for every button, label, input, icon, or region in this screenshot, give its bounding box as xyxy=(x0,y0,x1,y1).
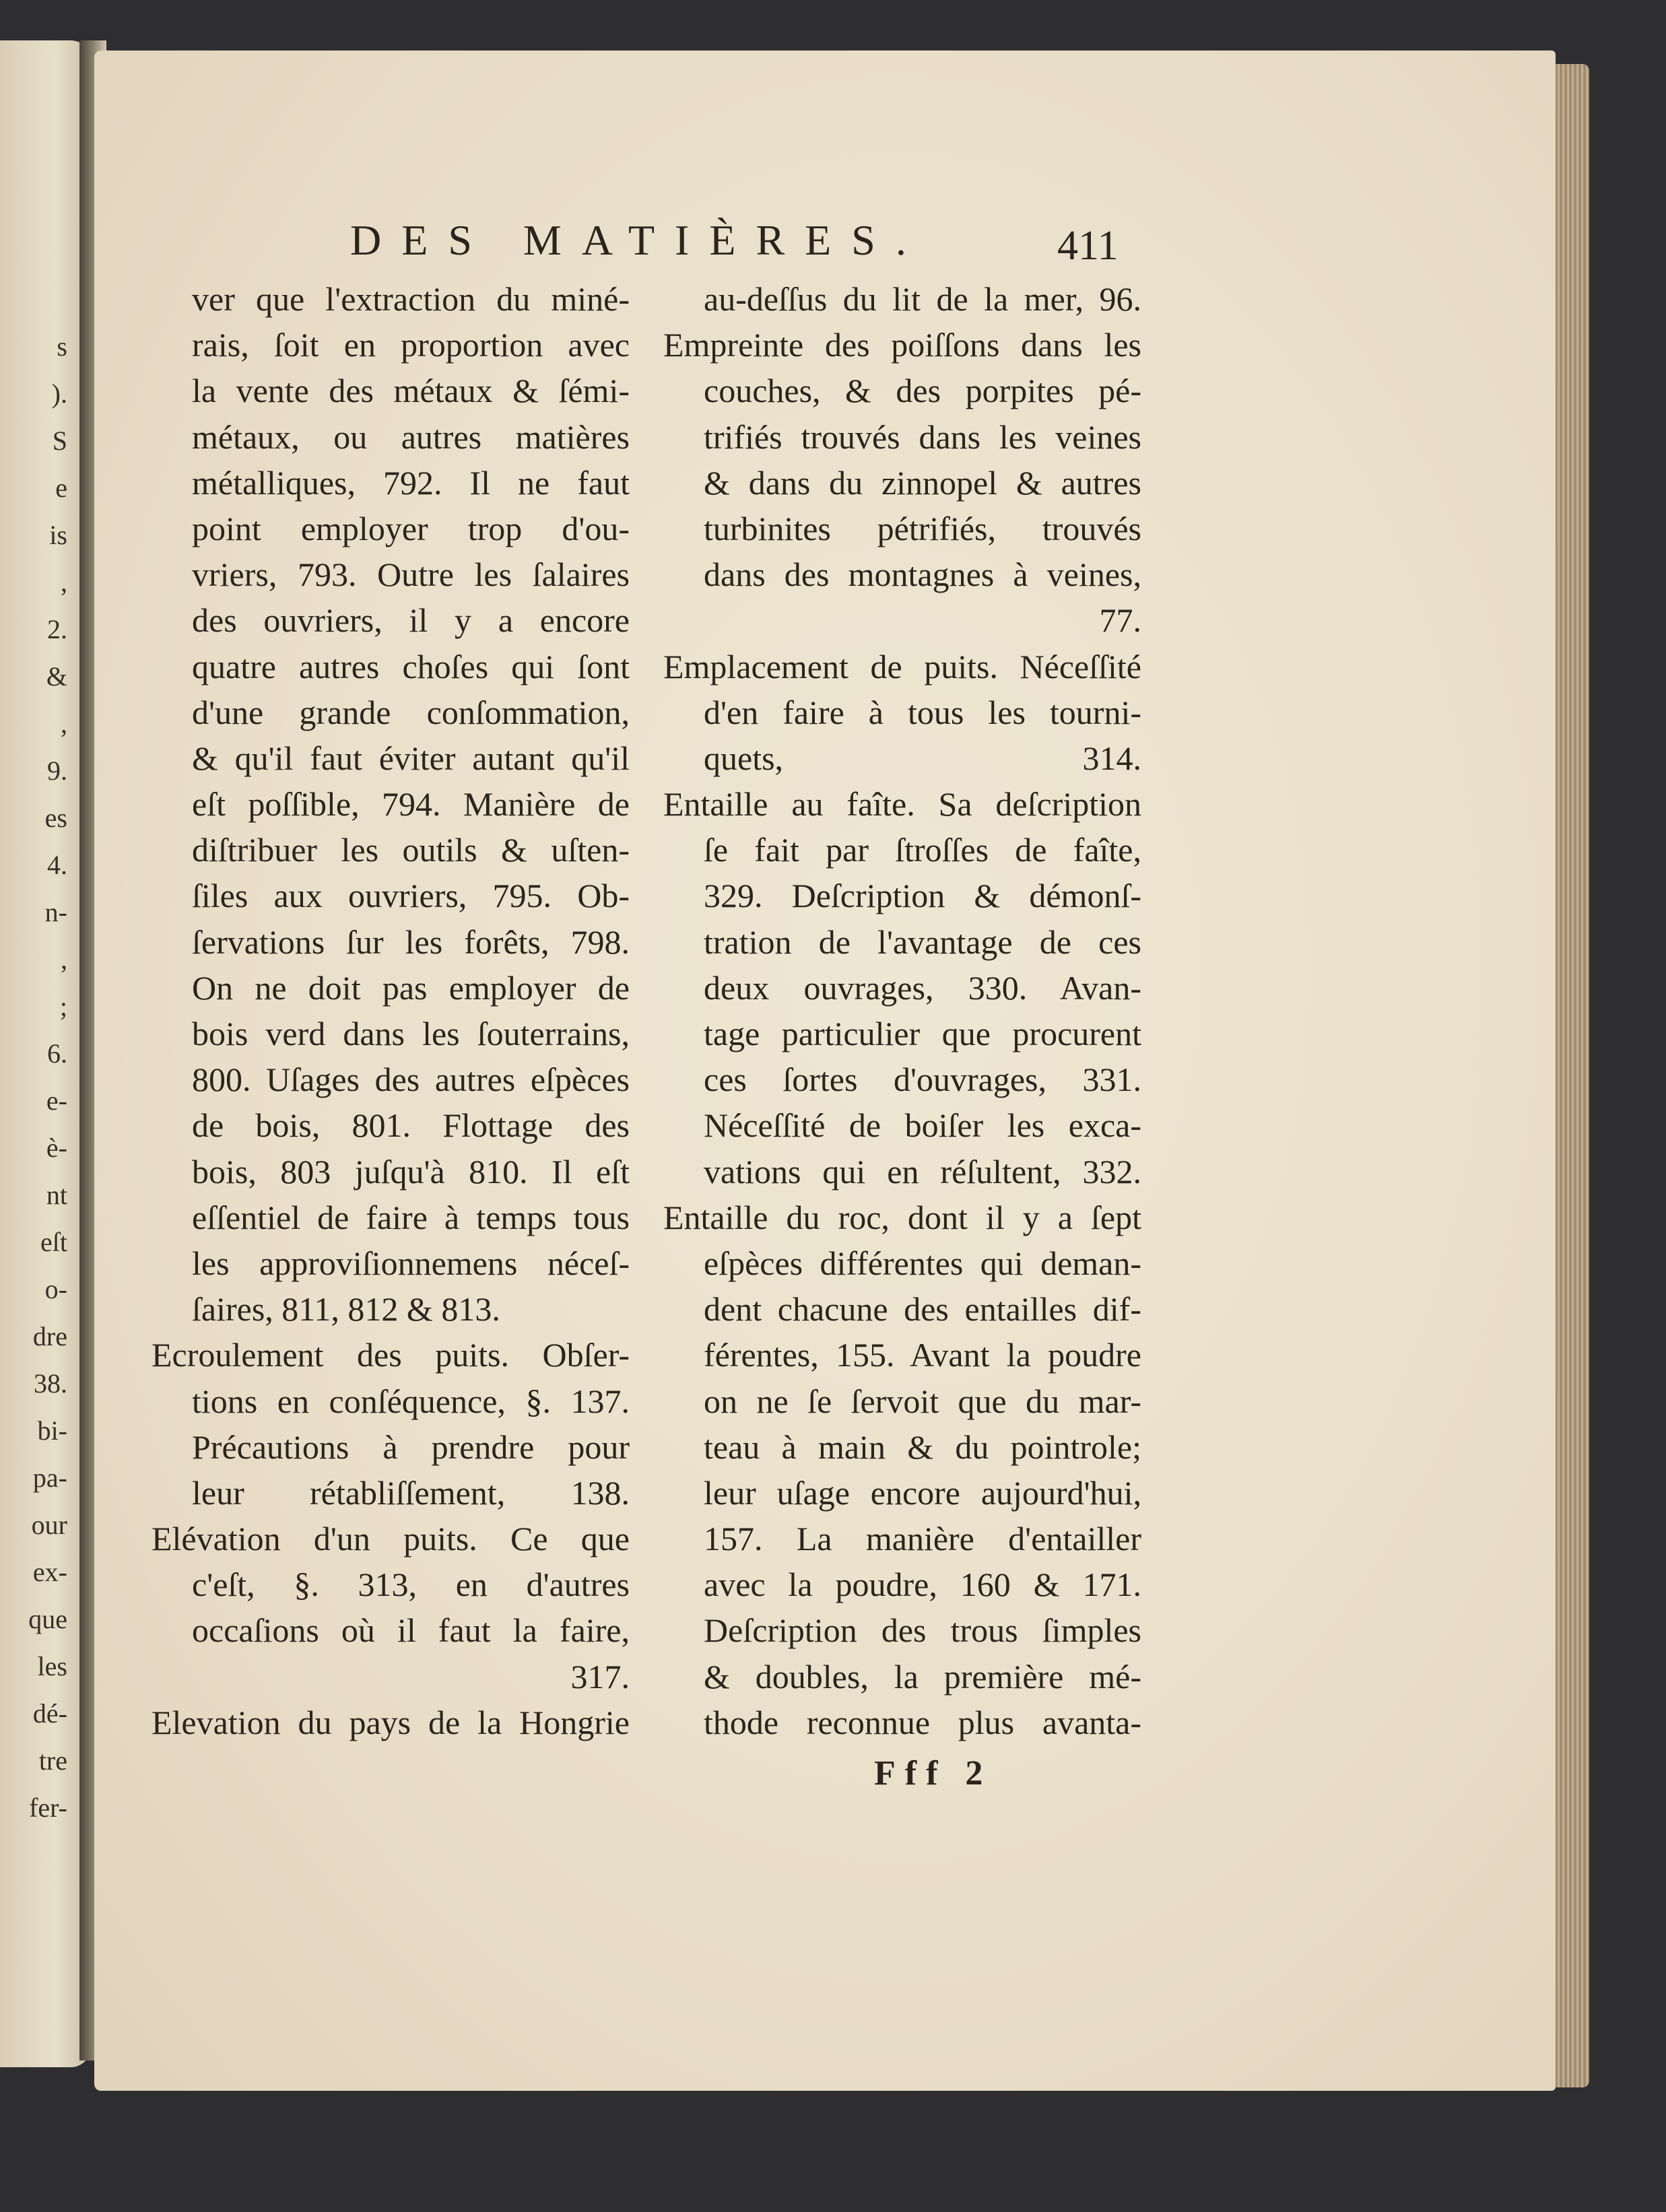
index-line: métalliques, 792. Il ne faut xyxy=(192,463,630,502)
index-line: métaux, ou autres matières xyxy=(192,417,630,456)
index-line: avec la poudre, 160 & 171. xyxy=(704,1566,1141,1604)
index-line: deux ouvrages, 330. Avan- xyxy=(704,968,1141,1007)
index-line: ver que l'extraction du miné- xyxy=(192,280,630,318)
margin-fragment: 4. xyxy=(47,850,67,880)
index-line: Ecroulement des puits. Obſer- xyxy=(152,1336,630,1374)
margin-fragment: & xyxy=(46,661,67,692)
index-line: turbinites pétrifiés, trouvés xyxy=(704,509,1141,547)
index-line: ſervations ſur les forêts, 798. xyxy=(192,923,630,961)
margin-fragment: dre xyxy=(32,1321,67,1351)
index-line: dans des montagnes à veines, xyxy=(704,556,1141,594)
index-line: teau à main & du pointrole; xyxy=(704,1428,1141,1466)
index-line: thode reconnue plus avanta- xyxy=(704,1703,1141,1741)
index-line: bois verd dans les ſouterrains, xyxy=(192,1015,630,1052)
index-line: ſaires, 811, 812 & 813. xyxy=(192,1290,500,1329)
signature-mark: Fff 2 xyxy=(874,1754,993,1792)
index-line: Entaille du roc, dont il y a ſept xyxy=(663,1198,1141,1236)
index-line: Elevation du pays de la Hongrie xyxy=(152,1703,630,1741)
index-line: les approviſionnemens néceſ- xyxy=(192,1244,630,1282)
margin-fragment: eſt xyxy=(40,1227,67,1257)
index-line: férentes, 155. Avant la poudre xyxy=(704,1336,1141,1374)
page-number: 411 xyxy=(1057,223,1119,269)
previous-page-edge xyxy=(0,40,91,2067)
margin-fragment: dé- xyxy=(32,1698,67,1729)
index-line: d'en faire à tous les tourni- xyxy=(704,693,1141,731)
index-line: & qu'il faut éviter autant qu'il xyxy=(192,739,630,777)
running-head: DES MATIÈRES. xyxy=(350,216,927,264)
index-line: tration de l'avantage de ces xyxy=(704,923,1141,961)
index-line: d'une grande conſommation, xyxy=(192,693,630,731)
index-line: quets, 314. xyxy=(704,739,1141,777)
index-line: Précautions à prendre pour xyxy=(192,1428,630,1466)
margin-fragment: is xyxy=(49,520,67,550)
index-line: & dans du zinnopel & autres xyxy=(704,463,1141,502)
index-line: 329. Deſcription & démonſ- xyxy=(704,877,1141,915)
margin-fragment: o- xyxy=(44,1274,67,1304)
margin-fragment: S xyxy=(52,426,67,456)
margin-fragment: e- xyxy=(46,1085,67,1116)
index-line: des ouvriers, il y a encore xyxy=(192,601,630,640)
index-line: couches, & des porpites pé- xyxy=(704,372,1141,410)
margin-fragment: les xyxy=(37,1651,67,1681)
index-line: ſiles aux ouvriers, 795. Ob- xyxy=(192,877,630,915)
margin-fragment: 2. xyxy=(47,614,67,644)
index-line: 77. xyxy=(1099,601,1141,640)
margin-fragment: 6. xyxy=(47,1038,67,1069)
margin-fragment: nt xyxy=(46,1180,67,1210)
margin-fragment: es xyxy=(44,803,67,833)
margin-fragment: ). xyxy=(51,378,67,409)
index-line: Emplacement de puits. Néceſſité xyxy=(663,647,1141,685)
margin-fragment: n- xyxy=(44,897,67,927)
margin-fragment: s xyxy=(57,331,67,362)
index-column-right xyxy=(663,276,1141,1745)
index-line: on ne ſe ſervoit que du mar- xyxy=(704,1382,1141,1420)
index-line: c'eſt, §. 313, en d'autres xyxy=(192,1566,630,1604)
index-line: tions en conſéquence, §. 137. xyxy=(192,1382,630,1420)
margin-fragment: è- xyxy=(46,1133,67,1163)
index-line: bois, 803 juſqu'à 810. Il eſt xyxy=(192,1152,630,1191)
index-line: Néceſſité de boiſer les exca- xyxy=(704,1106,1141,1145)
index-line: & doubles, la première mé- xyxy=(704,1657,1141,1696)
margin-fragment: ; xyxy=(59,991,67,1021)
index-line: Entaille au faîte. Sa deſcription xyxy=(663,785,1141,824)
index-line: ſe fait par ſtroſſes de faîte, xyxy=(704,831,1141,869)
margin-fragment: 38. xyxy=(34,1368,67,1399)
index-line: vations qui en réſultent, 332. xyxy=(704,1152,1141,1191)
index-line: eſt poſſible, 794. Manière de xyxy=(192,785,630,824)
margin-fragment: , xyxy=(61,708,67,739)
index-line: occaſions où il faut la faire, xyxy=(192,1611,630,1650)
index-line: leur rétabliſſement, 138. xyxy=(192,1473,630,1512)
index-line: quatre autres choſes qui ſont xyxy=(192,647,630,685)
index-line: eſſentiel de faire à temps tous xyxy=(192,1198,630,1236)
index-line: tage particulier que procurent xyxy=(704,1015,1141,1052)
margin-fragment: our xyxy=(31,1510,67,1540)
margin-fragment: , xyxy=(61,944,67,974)
index-line: 317. xyxy=(570,1657,630,1696)
index-line: diſtribuer les outils & uſten- xyxy=(192,831,630,869)
index-line: rais, ſoit en proportion avec xyxy=(192,326,630,364)
margin-fragment: pa- xyxy=(32,1463,67,1493)
index-column-left xyxy=(152,276,630,1745)
previous-page-text-fragments xyxy=(0,323,67,1832)
margin-fragment: tre xyxy=(38,1745,67,1776)
margin-fragment: 9. xyxy=(47,756,67,786)
index-line: la vente des métaux & ſémi- xyxy=(192,372,630,410)
index-line: point employer trop d'ou- xyxy=(192,509,630,547)
index-line: On ne doit pas employer de xyxy=(192,968,630,1007)
margin-fragment: e xyxy=(55,473,67,503)
index-line: dent chacune des entailles dif- xyxy=(704,1290,1141,1329)
index-line: leur uſage encore aujourd'hui, xyxy=(704,1473,1141,1512)
index-line: eſpèces différentes qui deman- xyxy=(704,1244,1141,1282)
margin-fragment: que xyxy=(28,1604,67,1634)
index-line: ces ſortes d'ouvrages, 331. xyxy=(704,1061,1141,1099)
index-line: Empreinte des poiſſons dans les xyxy=(663,326,1141,364)
index-line: vriers, 793. Outre les ſalaires xyxy=(192,556,630,594)
margin-fragment: bi- xyxy=(37,1415,67,1446)
index-line: 157. La manière d'entailler xyxy=(704,1520,1141,1558)
index-line: Elévation d'un puits. Ce que xyxy=(152,1520,630,1558)
margin-fragment: ex- xyxy=(32,1557,67,1587)
index-line: au-deſſus du lit de la mer, 96. xyxy=(704,280,1141,318)
margin-fragment: fer- xyxy=(29,1792,67,1823)
index-line: trifiés trouvés dans les veines xyxy=(704,417,1141,456)
index-line: de bois, 801. Flottage des xyxy=(192,1106,630,1145)
index-line: 800. Uſages des autres eſpèces xyxy=(192,1061,630,1099)
index-line: Deſcription des trous ſimples xyxy=(704,1611,1141,1650)
margin-fragment: , xyxy=(61,567,67,597)
